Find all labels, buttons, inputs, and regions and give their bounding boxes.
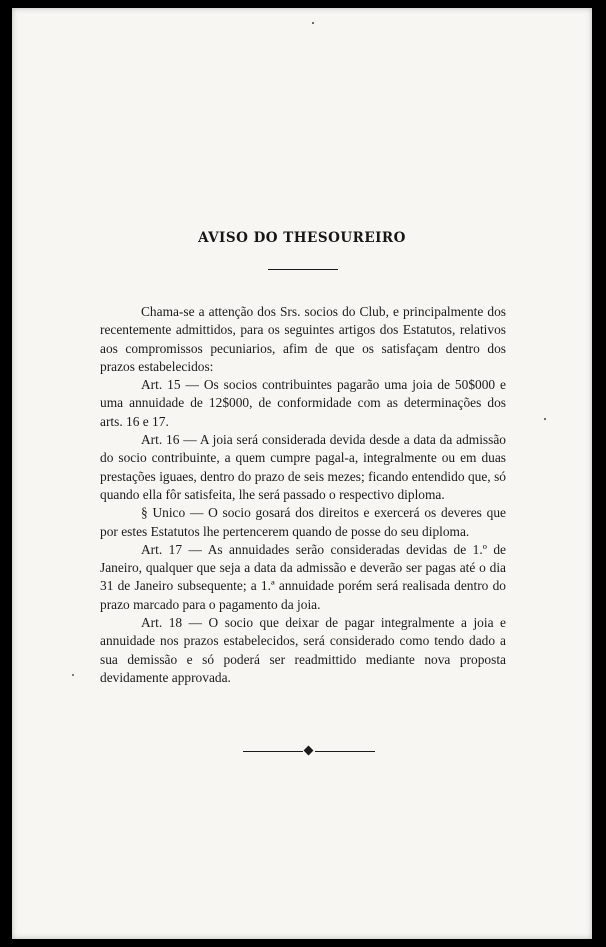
paper-speck — [72, 674, 74, 676]
paragraph-art-15: Art. 15 — Os socios contribuintes pagarão uma joia de 50$000 e uma annuidade de 12$000, de conformidade com as determinações dos arts. 16 e 17. — [100, 377, 506, 429]
ornament-divider — [243, 745, 375, 757]
paper-speck — [544, 418, 546, 420]
paragraph-unico: § Unico — O socio gosará dos direitos e exercerá os deveres que por estes Estatutos lhe pertencerem quando de posse do seu diploma. — [100, 505, 506, 539]
ornament-diamond-icon — [304, 746, 314, 756]
paragraph-art-18: Art. 18 — O socio que deixar de pagar integralmente a joia e annuidade nos prazos estabelecidos, será considerado como tendo dado a sua demissão e só poderá ser readmittido mediante nova proposta devidamente approvada. — [100, 615, 506, 685]
title-divider — [268, 269, 338, 270]
ornament-line-left — [243, 751, 303, 752]
ornament-line-right — [315, 751, 375, 752]
paragraph-art-17: Art. 17 — As annuidades serão consideradas devidas de 1.º de Janeiro, qualquer que seja a data da admissão e deverão ser pagas até o dia 31 de Janeiro subsequente; a 1.ª annuidade porém será realisada dentro do prazo marcado para o pagamento da joia. — [100, 541, 506, 612]
paper-speck — [312, 22, 314, 24]
paragraph-intro: Chama-se a attenção dos Srs. socios do Club, e principalmente dos recentemente admittidos, para os seguintes artigos dos Estatutos, relativos aos compromissos pecuniarios, afim de que os satisfaçam dentro dos prazos estabelecidos: — [100, 304, 506, 374]
document-body — [100, 303, 506, 687]
document-page — [12, 8, 592, 939]
page-title: AVISO DO THESOUREIRO — [198, 230, 406, 246]
paragraph-art-16: Art. 16 — A joia será considerada devida desde a data da admissão do socio contribuinte, a quem cumpre pagal-a, integralmente ou em duas prestações iguaes, dentro do prazo de seis mezes; ficando entendido que, só quando ella fôr satisfeita, lhe será passado o respectivo diploma. — [100, 432, 506, 502]
